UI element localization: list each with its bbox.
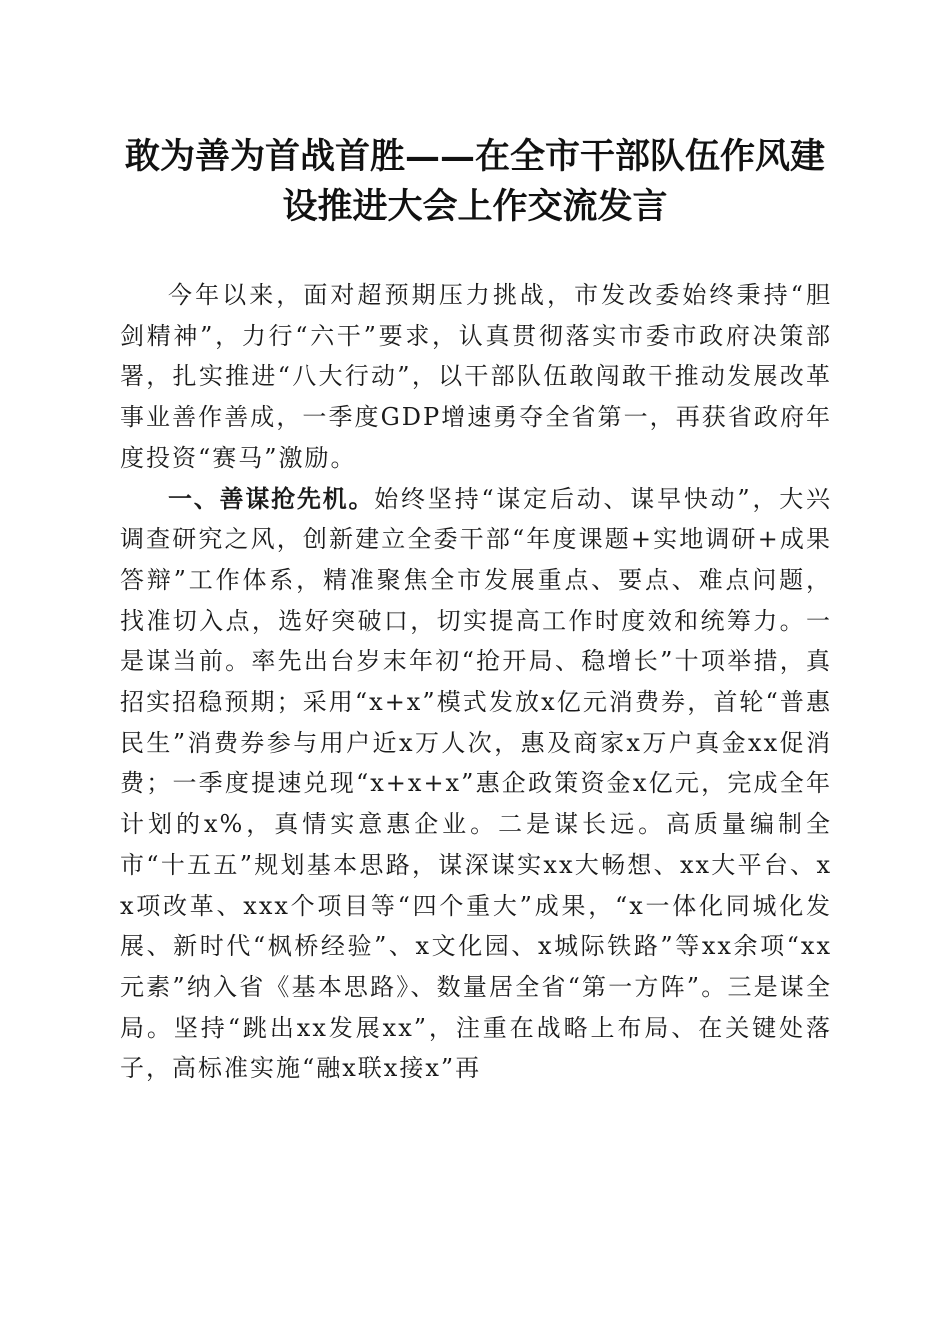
paragraph-intro [120, 275, 832, 479]
paragraph-text: 始终坚持“谋定后动、谋早快动”，大兴调查研究之风，创新建立全委干部“年度课题+实地调研+成果答辩”工作体系，精准聚焦全市发展重点、要点、难点问题，找准切入点，选好突破口，切实提高工作时度效和统筹力。一是谋当前。率先出台岁末年初“抢开局、稳增长”十项举措，真招实招稳预期；采用“x+x”模式发放x亿元消费券，首轮“普惠民生”消费券参与用户近x万人次，惠及商家x万户真金xx促消费；一季度提速兑现“x+x+x”惠企政策资金x亿元，完成全年计划的x%，真情实意惠企业。二是谋长远。高质量编制全市“十五五”规划基本思路，谋深谋实xx大畅想、xx大平台、xx项改革、xxx个项目等“四个重大”成果，“x一体化同城化发展、新时代“枫桥经验”、x文化园、x城际铁路”等xx余项“xx元素”纳入省《基本思路》、数量居全省“第一方阵”。三是谋全局。坚持“跳出xx发展xx”，注重在战略上布局、在关键处落子，高标准实施“融x联x接x”再 [120, 484, 833, 1083]
title-line-1: 敢为善为首战首胜——在全市干部队伍作风建 [124, 136, 825, 177]
document-title [100, 132, 850, 232]
document-body [120, 275, 832, 1089]
paragraph-text: 今年以来，面对超预期压力挑战，市发改委始终秉持“胆剑精神”，力行“六干”要求，认真贯彻落实市委市政府决策部署，扎实推进“八大行动”，以干部队伍敢闯敢干推动发展改革事业善作善成，一季度GDP增速勇夺全省第一，再获省政府年度投资“赛马”激励。 [120, 281, 832, 472]
section-heading: 一、善谋抢先机。 [168, 484, 375, 513]
paragraph-section-1 [120, 479, 832, 1090]
title-line-2: 设推进大会上作交流发言 [282, 186, 668, 227]
